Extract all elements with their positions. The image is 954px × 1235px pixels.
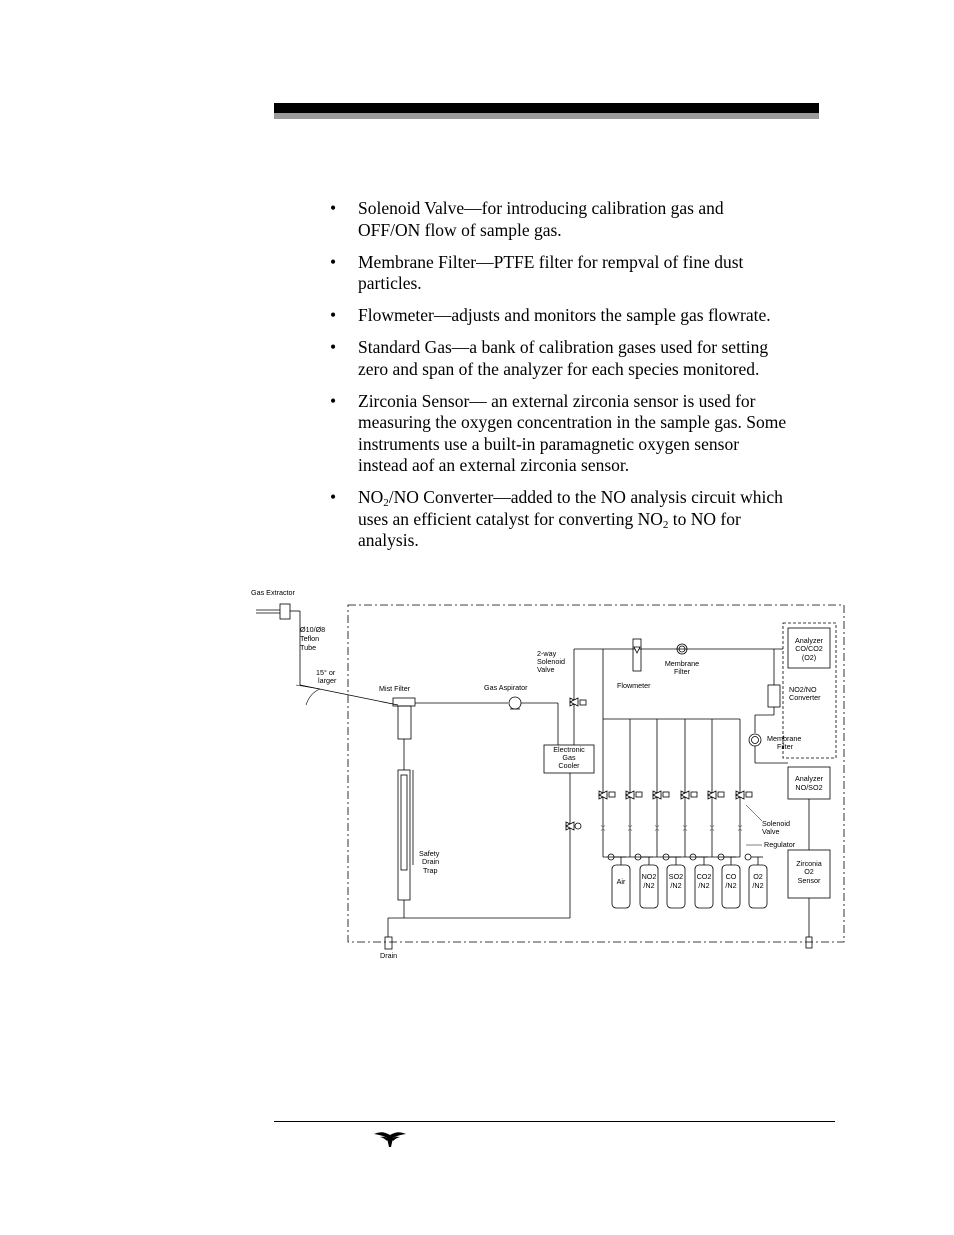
membrane-filter-right	[749, 734, 761, 746]
text-run: to NO for	[668, 508, 741, 529]
label-cylinder-o2-n2: /N2	[752, 881, 764, 890]
label-mist-filter: Mist Filter	[379, 684, 411, 693]
text-run: NO	[358, 487, 384, 507]
label-solenoid-valve-line2: Valve	[762, 827, 780, 836]
solenoid-valves	[599, 791, 752, 799]
label-converter-line2: Converter	[789, 693, 821, 702]
label-cylinder-co2-n2: /N2	[698, 881, 710, 890]
label-cylinder-air: Air	[616, 877, 626, 886]
bullet-symbol: •	[330, 198, 337, 218]
no2-no-converter	[768, 685, 780, 707]
list-item	[330, 487, 830, 552]
label-analyzer-no-gases: NO/SO2	[795, 783, 823, 792]
label-gas-extractor: Gas Extractor	[251, 588, 295, 597]
label-analyzer-co: Analyzer	[795, 636, 823, 645]
drain-port	[385, 937, 392, 949]
item-line: particles.	[358, 273, 422, 293]
item-line: Flowmeter—adjusts and monitors the sample gas flowrate.	[358, 305, 771, 325]
safety-drain-trap	[398, 770, 410, 900]
header-bar	[274, 103, 819, 113]
list-item	[330, 198, 830, 241]
gas-extractor-flange	[280, 604, 290, 619]
gas-aspirator	[509, 697, 521, 709]
label-membrane-filter-right-line2: Filter	[777, 742, 793, 751]
label-safety-trap-drain: Drain	[422, 857, 440, 866]
label-drain: Drain	[380, 951, 398, 960]
bullet-symbol: •	[330, 487, 337, 507]
label-solenoid-2way: 2-way	[537, 649, 557, 658]
label-cooler-line3: Cooler	[558, 761, 580, 770]
item-line: Standard Gas—a bank of calibration gases used for setting	[358, 337, 769, 357]
item-line: zero and span of the analyzer for each species monitored.	[358, 358, 760, 379]
component-list	[330, 198, 830, 562]
gas-cylinders	[612, 865, 767, 908]
label-tube: Tube	[300, 643, 317, 652]
label-safety-trap-line3: Trap	[423, 866, 438, 875]
item-line: Solenoid Valve—for introducing calibration gas and	[358, 198, 724, 218]
label-cylinder-co: CO	[725, 872, 737, 881]
text-run: uses an efficient catalyst for converting NO	[358, 508, 663, 529]
bullet-symbol: •	[330, 337, 337, 357]
subscript: 2	[662, 518, 669, 531]
label-membrane-filter-top: Membrane	[664, 659, 700, 668]
label-angle: 15° or	[316, 668, 336, 677]
label-zirconia-o2: O2	[804, 867, 814, 876]
label-flowmeter: Flowmeter	[617, 681, 651, 690]
label-cylinder-so2: SO2	[668, 872, 684, 881]
bullet-symbol: •	[330, 390, 337, 411]
label-cylinder-no2-n2: /N2	[643, 881, 655, 890]
label-cylinder-no2: NO2	[641, 872, 657, 881]
item-line: instruments use a built-in paramagnetic oxygen sensor	[358, 433, 740, 454]
label-cooler-gas: Gas	[562, 753, 576, 762]
label-analyzer-no: Analyzer	[795, 774, 823, 783]
list-item	[330, 252, 830, 295]
zirconia-drain-port	[806, 937, 812, 948]
label-analyzer-co-o2: (O2)	[801, 653, 817, 662]
label-solenoid-valve: Solenoid	[762, 819, 790, 828]
label-solenoid-2way-line2: Solenoid	[537, 657, 565, 666]
label-tube-size: Ø10/Ø8	[300, 625, 326, 634]
list-item	[330, 337, 830, 380]
item-line: Zirconia Sensor— an external zirconia sensor is used for	[358, 390, 756, 411]
label-converter: NO2/NO	[789, 685, 817, 694]
item-line: measuring the oxygen concentration in the sample gas. Some	[358, 412, 787, 432]
system-boundary	[348, 605, 844, 942]
bullet-symbol: •	[330, 305, 337, 325]
item-line: OFF/ON flow of sample gas.	[358, 219, 562, 240]
text-run: analysis.	[358, 530, 419, 550]
label-cooler: Electronic	[553, 745, 585, 754]
text-run: /NO Converter—added to the NO analysis circuit which	[388, 487, 783, 507]
label-angle-larger: larger	[318, 676, 337, 685]
label-membrane-filter-right: Membrane	[767, 734, 802, 743]
bullet-symbol: •	[330, 251, 337, 272]
footer-rule	[274, 1121, 835, 1122]
item-line: Membrane Filter—PTFE filter for rempval of fine dust	[358, 251, 744, 272]
label-cylinder-so2-n2: /N2	[670, 881, 682, 890]
label-zirconia-sensor: Sensor	[797, 876, 821, 885]
label-safety-trap: Safety	[419, 849, 440, 858]
label-gas-aspirator: Gas Aspirator	[484, 683, 528, 692]
label-solenoid-2way-line3: Valve	[537, 665, 555, 674]
label-analyzer-co-gases: CO/CO2	[795, 644, 823, 653]
mist-filter-body	[398, 706, 411, 739]
item-line: instead aof an external zirconia sensor.	[358, 455, 630, 475]
label-cylinder-o2: O2	[753, 872, 763, 881]
label-regulator: Regulator	[764, 840, 796, 849]
list-item	[330, 391, 830, 477]
label-tube-material: Teflon	[300, 634, 320, 643]
label-cylinder-co2: CO2	[696, 872, 712, 881]
sampling-system-diagram	[248, 585, 848, 965]
label-membrane-filter-top-line2: Filter	[674, 667, 690, 676]
label-zirconia: Zirconia	[796, 859, 822, 868]
standard-gas-branches	[603, 719, 740, 857]
company-logo-icon	[372, 1130, 408, 1148]
list-item	[330, 305, 830, 327]
flowmeter-tube	[633, 639, 641, 671]
header-bar-shadow	[274, 113, 819, 119]
subscript: 2	[383, 497, 389, 509]
label-cylinder-co-n2: /N2	[725, 881, 737, 890]
